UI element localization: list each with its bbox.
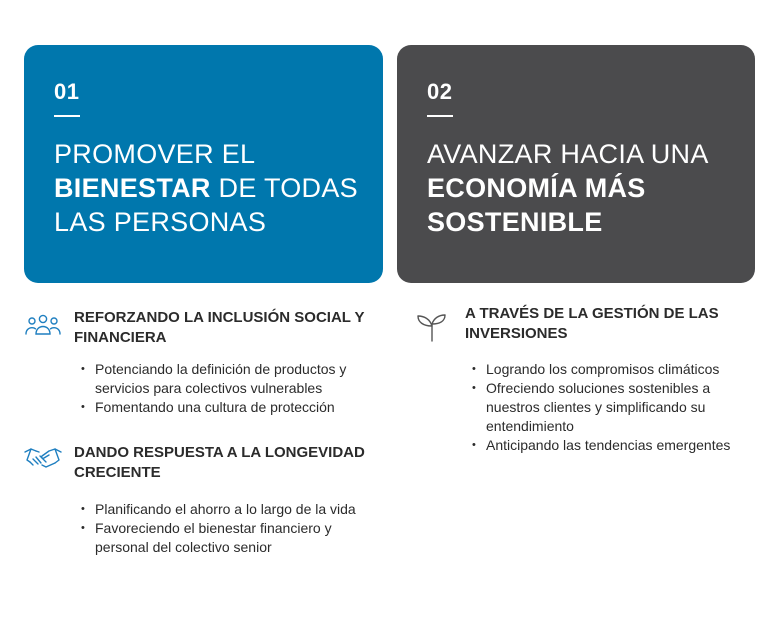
bullet-list	[24, 500, 379, 557]
section-heading: A TRAVÉS DE LA GESTIÓN DE LAS INVERSIONES	[465, 305, 719, 342]
card-wellbeing	[24, 45, 383, 283]
list-item: • Fomentando una cultura de protección	[95, 398, 379, 417]
section-inclusion	[24, 308, 379, 417]
card-number: 02	[427, 79, 453, 104]
section-heading: REFORZANDO LA INCLUSIÓN SOCIAL Y FINANCIERA	[74, 309, 365, 346]
card-number: 01	[54, 79, 80, 104]
bullet-list	[24, 360, 379, 417]
card-divider	[427, 115, 453, 117]
list-item: • Anticipando las tendencias emergentes	[486, 436, 760, 455]
section-investments	[415, 304, 760, 455]
list-item: • Logrando los compromisos climáticos	[486, 360, 760, 379]
card-title: AVANZAR HACIA UNA ECONOMÍA MÁS SOSTENIBLE	[427, 139, 708, 237]
card-title: PROMOVER EL BIENESTAR DE TODAS LAS PERSONAS	[54, 139, 358, 237]
right-column	[415, 304, 760, 455]
section-longevity	[24, 443, 379, 557]
plant-sprout-icon	[415, 310, 449, 347]
card-divider	[54, 115, 80, 117]
list-item: • Potenciando la definición de productos y servicios para colectivos vulnerables	[95, 360, 379, 398]
card-sustainable-economy	[397, 45, 755, 283]
list-item: • Favoreciendo el bienestar financiero y personal del colectivo senior	[95, 519, 379, 557]
people-group-icon	[24, 312, 62, 345]
handshake-icon	[24, 445, 62, 476]
list-item: • Planificando el ahorro a lo largo de la vida	[95, 500, 379, 519]
section-heading: DANDO RESPUESTA A LA LONGEVIDAD CRECIENTE	[74, 444, 365, 481]
list-item: • Ofreciendo soluciones sostenibles a nuestros clientes y simplificando su entendimiento	[486, 379, 760, 436]
bullet-list	[415, 360, 760, 455]
left-column	[24, 308, 379, 557]
